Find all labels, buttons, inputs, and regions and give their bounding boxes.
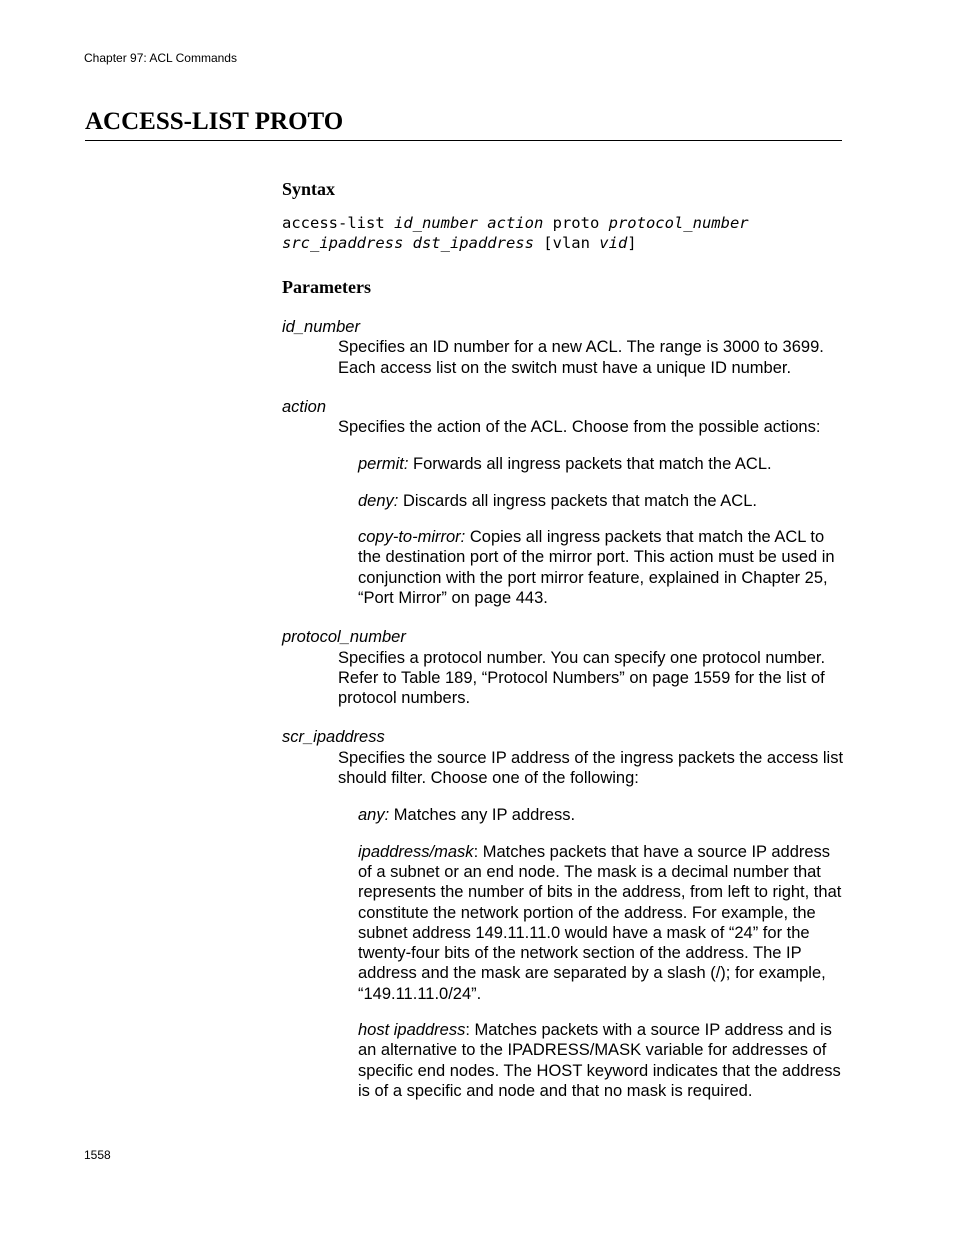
param-action bbox=[282, 397, 852, 608]
option-text: Copies all ingress packets that match the ACL to the destination port of the mirror port. This action must be used in conjunction with the port mirror feature, explained in Chapter 25, “Port Mirror” on page 443. bbox=[358, 528, 835, 607]
param-description: Specifies a protocol number. You can specify one protocol number. Refer to Table 189, “Protocol Numbers” on page 1559 for the list of protocol numbers. bbox=[338, 648, 826, 708]
param-scr-ipaddress bbox=[282, 727, 852, 1101]
option-name: deny: bbox=[358, 491, 399, 510]
syntax-token: access-list bbox=[282, 214, 394, 232]
option-item bbox=[358, 1020, 848, 1101]
param-name: id_number bbox=[282, 318, 360, 336]
syntax-token: [vlan bbox=[533, 233, 600, 252]
option-name: host ipaddress bbox=[358, 1021, 466, 1040]
option-text: Matches any IP address. bbox=[389, 806, 576, 825]
option-list bbox=[282, 454, 852, 608]
param-description: Specifies the action of the ACL. Choose from the possible actions: bbox=[338, 418, 821, 437]
syntax-token: ] bbox=[627, 233, 637, 252]
syntax-heading: Syntax bbox=[282, 179, 336, 199]
option-item bbox=[358, 842, 848, 1004]
option-text: Forwards all ingress packets that match the ACL. bbox=[408, 455, 772, 474]
option-name: ipaddress/mask bbox=[358, 842, 474, 861]
syntax-token: id_number action bbox=[393, 214, 544, 232]
option-name: permit: bbox=[358, 455, 409, 474]
option-text: : Matches packets with a source IP address and is an alternative to the IPADRESS/MASK variable for addresses of specific end nodes. The HOST keyword indicates that the address is of a specific and node and that no mask is required. bbox=[358, 1021, 841, 1100]
option-name: any: bbox=[358, 806, 390, 825]
syntax-block bbox=[282, 214, 852, 253]
option-name: copy-to-mirror: bbox=[358, 528, 466, 547]
syntax-token: src_ipaddress dst_ipaddress bbox=[282, 233, 534, 252]
option-text: : Matches packets that have a source IP address of a subnet or an end node. The mask is a decimal number that represents the number of bits in the address, from left to right, that constitute the network portion of the address. For example, the subnet address 149.11.11.0 would have a mask of “24” for the twenty-four bits of the network section of the address. The IP address and the mask are separated by a slash (/); for example, “149.11.11.0/24”. bbox=[358, 842, 842, 1003]
running-header: Chapter 97: ACL Commands bbox=[84, 51, 237, 65]
param-name: protocol_number bbox=[282, 628, 406, 647]
param-id-number bbox=[282, 317, 852, 378]
option-list bbox=[282, 805, 852, 1101]
param-protocol-number bbox=[282, 627, 852, 708]
option-text: Discards all ingress packets that match the ACL. bbox=[398, 491, 757, 510]
param-name: scr_ipaddress bbox=[282, 728, 385, 747]
syntax-token: vid bbox=[599, 233, 628, 252]
title-divider bbox=[85, 140, 842, 141]
param-name: action bbox=[282, 397, 327, 416]
option-item bbox=[358, 454, 848, 474]
param-description: Specifies an ID number for a new ACL. The range is 3000 to 3699. Each access list on the switch must have a unique ID number. bbox=[338, 338, 824, 377]
syntax-line-1 bbox=[282, 214, 852, 234]
page-number: 1558 bbox=[84, 1148, 111, 1162]
syntax-line-2 bbox=[282, 234, 852, 254]
param-description: Specifies the source IP address of the ingress packets the access list should filter. Choose one of the following: bbox=[338, 748, 844, 788]
page-title: ACCESS-LIST PROTO bbox=[85, 108, 344, 135]
option-item bbox=[358, 491, 848, 511]
syntax-token: protocol_number bbox=[608, 214, 749, 232]
syntax-token: proto bbox=[543, 214, 609, 232]
option-item bbox=[358, 527, 848, 608]
option-item bbox=[358, 805, 848, 825]
main-content bbox=[282, 178, 852, 1101]
parameters-heading: Parameters bbox=[282, 277, 371, 297]
